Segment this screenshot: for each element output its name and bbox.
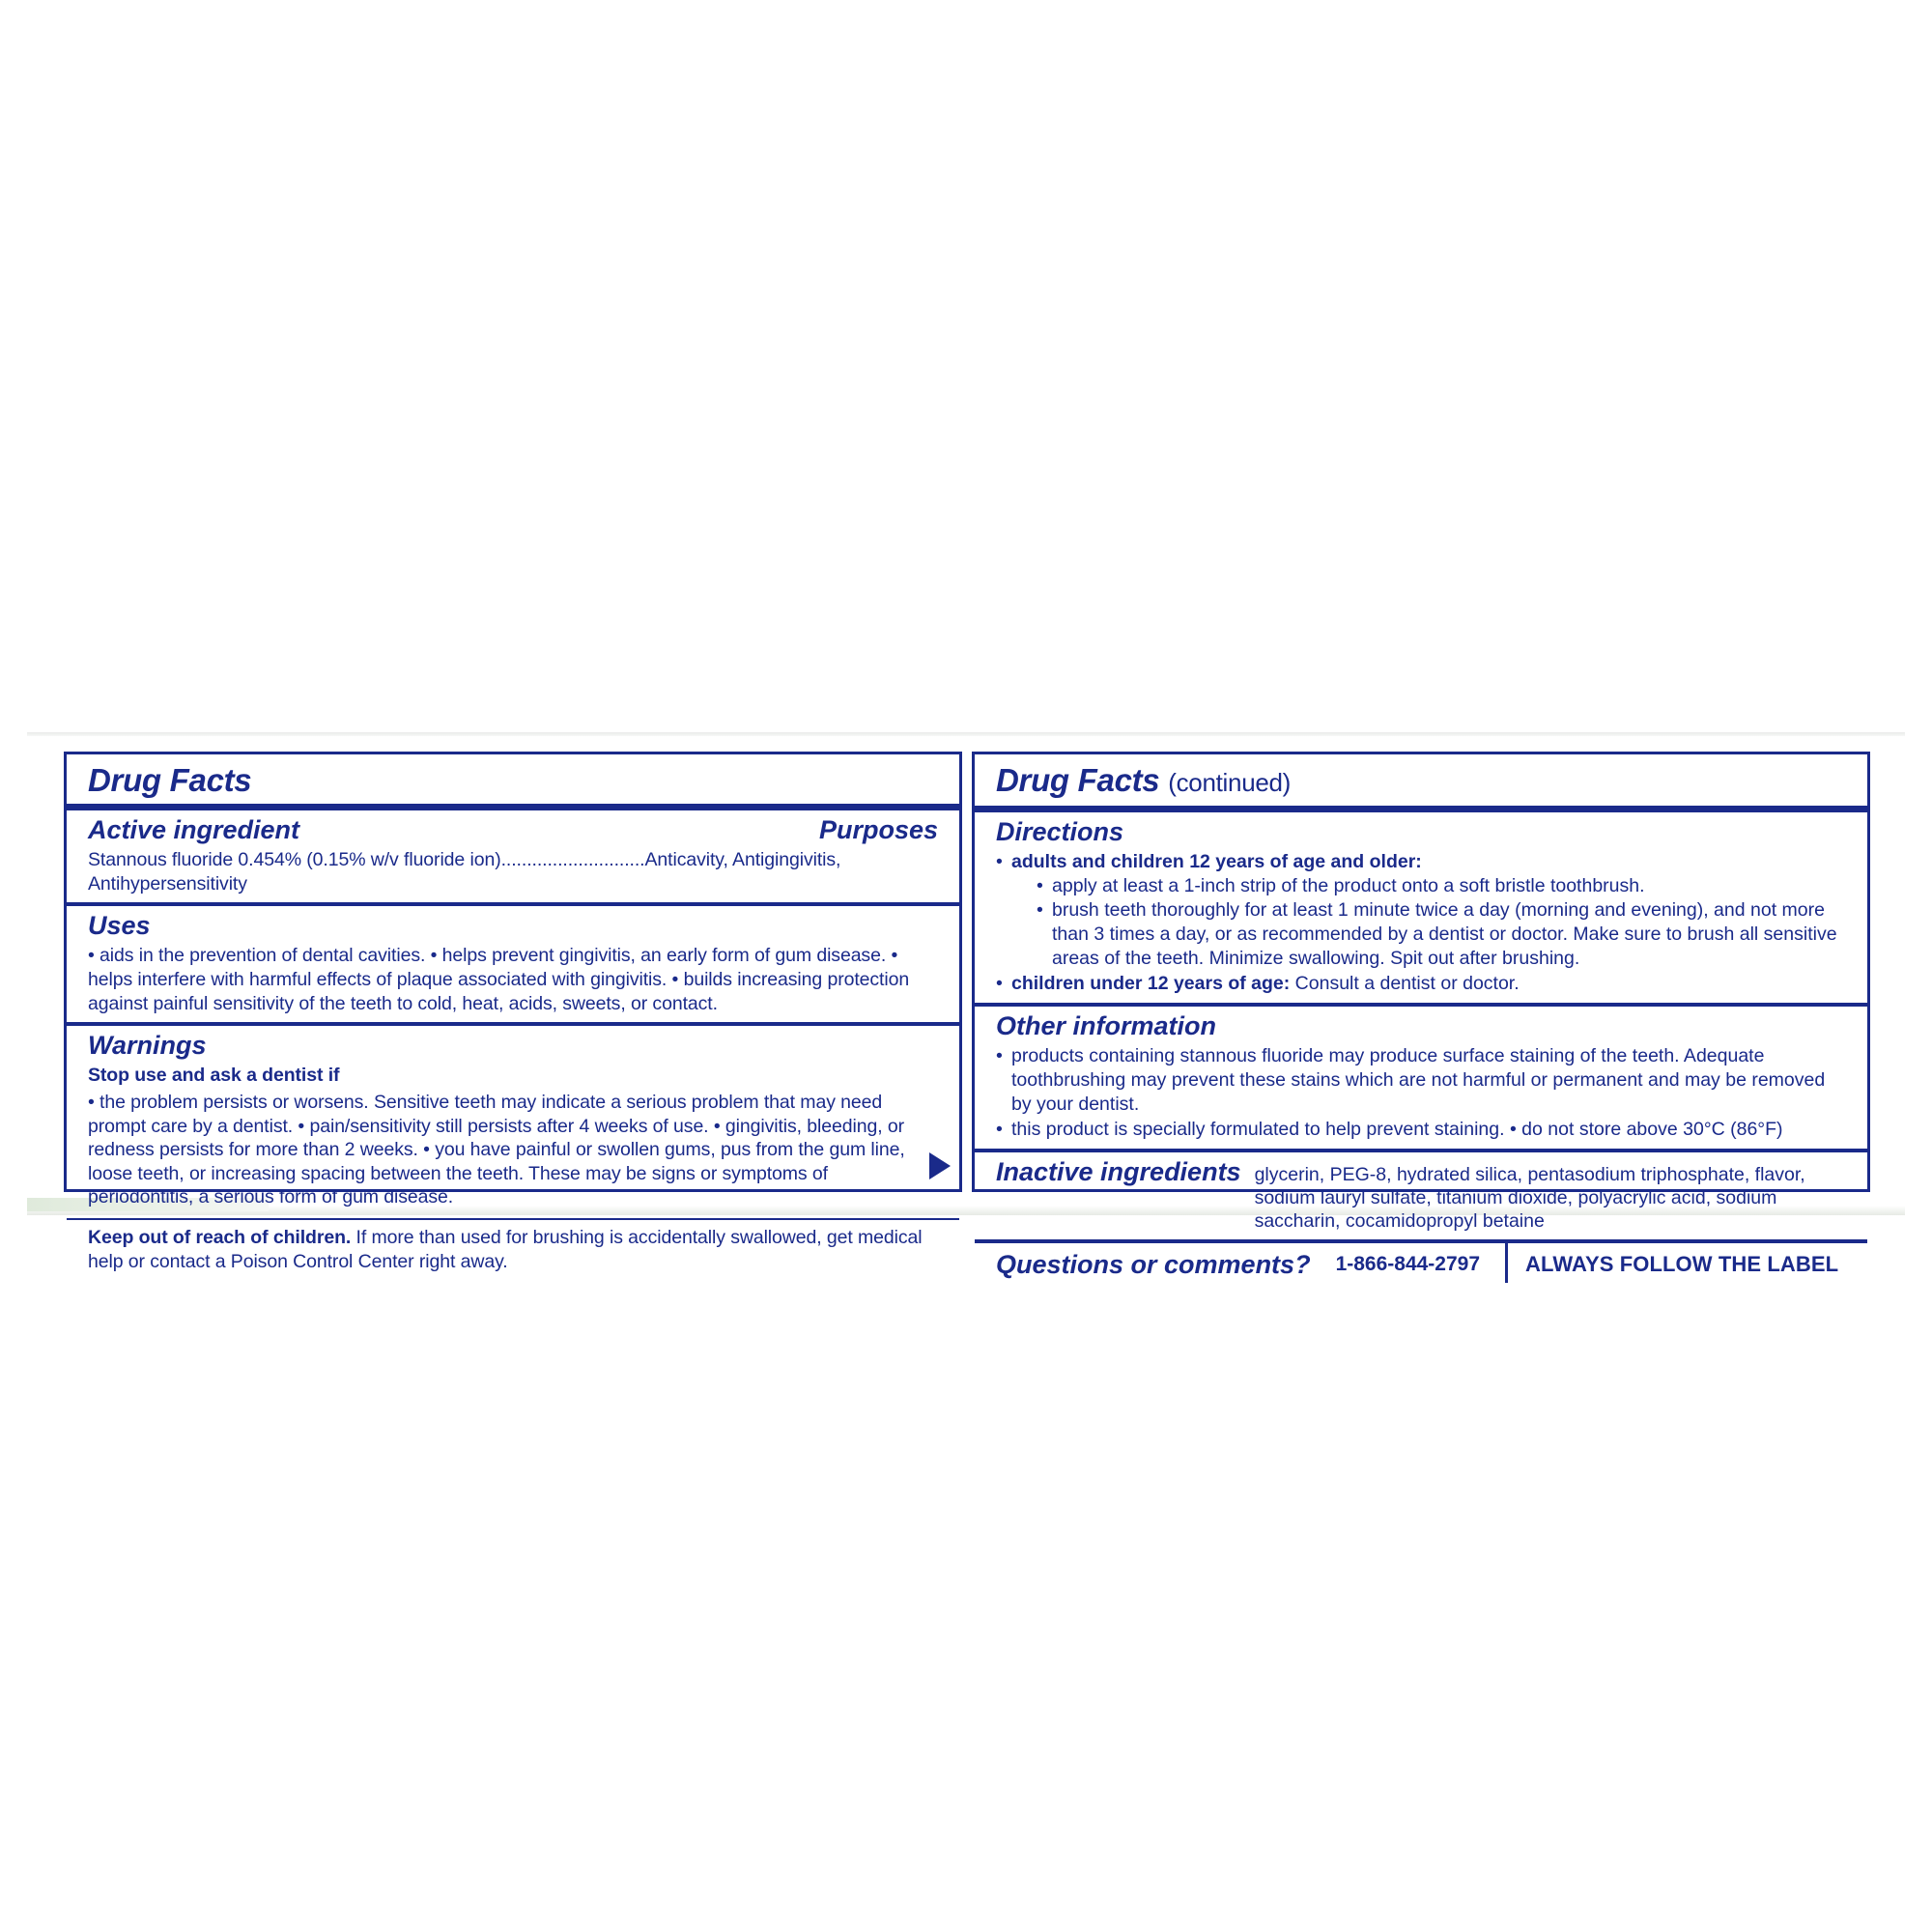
directions-sub-item-1: • apply at least a 1-inch strip of the product onto a soft bristle toothbrush. [1037, 874, 1846, 898]
uses-text: • aids in the prevention of dental cavities. • helps prevent gingivitis, an early form of gum disease. • helps interfere with harmful effects of plaque associated with gingivitis. • builds increasing protection against painful sensitivity of the teeth to cold, heat, acids, sweets, or contact. [88, 945, 910, 1014]
other-information-item-2: • this product is specially formulated to help prevent staining. • do not store above 30°C (86°F) [996, 1118, 1846, 1142]
other-information-item-1: • products containing stannous fluoride may produce surface staining of the teeth. Adequate toothbrushing may prevent these stains which are not harmful or permanent and may be removed by your dentist. [996, 1044, 1846, 1117]
directions-adults-label: adults and children 12 years of age and older: [1011, 851, 1422, 872]
drug-facts-continued-title-main: Drug Facts [996, 762, 1160, 798]
questions-phone-number[interactable]: 1-866-844-2797 [1335, 1253, 1481, 1275]
other-information-heading: Other information [996, 1011, 1216, 1040]
divider-thick-right [975, 806, 1867, 812]
warnings-heading: Warnings [88, 1031, 207, 1060]
directions-sub-item-2: • brush teeth thoroughly for at least 1 minute twice a day (morning and evening), and not more than 3 times a day, or as recommended by a dentist or doctor. Make sure to brush all sensitive areas of the teeth. Minimize swallowing. Spit out after brushing. [1037, 898, 1846, 971]
active-ingredient-heading: Active ingredient [88, 815, 300, 844]
keep-out-of-reach-text: If more than used for brushing is accidentally swallowed, get medical help or contact a Poison Control Center right away. [88, 1226, 923, 1272]
inactive-ingredients-text: glycerin, PEG-8, hydrated silica, pentasodium triphosphate, flavor, sodium lauryl sulfate, titanium dioxide, polyacrylic acid, sodium saccharin, cocamidopropyl betaine [1254, 1164, 1805, 1232]
purposes-heading: Purposes [818, 815, 938, 844]
questions-heading: Questions or comments? [996, 1250, 1311, 1279]
uses-heading: Uses [88, 911, 151, 940]
directions-list [986, 849, 1856, 1003]
directions-children-item [996, 972, 1846, 996]
directions-adults-sublist [1011, 874, 1846, 971]
keep-out-of-reach-paragraph [78, 1220, 948, 1280]
active-ingredient-header-row [78, 810, 948, 847]
directions-children-label: children under 12 years of age: [1011, 973, 1291, 994]
inactive-ingredients-heading: Inactive ingredients [996, 1157, 1241, 1186]
continuation-arrow-icon [929, 1152, 951, 1179]
vertical-divider [1505, 1243, 1508, 1283]
active-ingredient-text: Stannous fluoride 0.454% (0.15% w/v fluoride ion)............................Anticavity, Antigingivitis, Antihypersensitivity [88, 849, 841, 895]
drug-facts-title: Drug Facts [88, 762, 252, 798]
directions-children-text: Consult a dentist or doctor. [1290, 973, 1520, 994]
keep-out-of-reach-bold: Keep out of reach of children. [88, 1226, 352, 1248]
divider-thick [67, 804, 959, 810]
directions-adults-item [996, 850, 1846, 971]
warnings-text: • the problem persists or worsens. Sensitive teeth may indicate a serious problem that may need prompt care by a dentist. • pain/sensitivity still persists after 4 weeks of use. • gingivitis, bleeding, or redness persists for more than 2 weeks. • you have painful or swollen gums, pus from the gum line, loose teeth, or increasing spacing between the teeth. These may be signs or symptoms of periodontitis, a serious form of gum disease. [88, 1092, 905, 1208]
drug-facts-right-column [972, 752, 1870, 1279]
directions-heading: Directions [996, 817, 1124, 846]
stop-use-heading: Stop use and ask a dentist if [88, 1065, 340, 1086]
other-information-list [986, 1043, 1856, 1149]
always-follow-label: ALWAYS FOLLOW THE LABEL [1525, 1252, 1839, 1276]
drug-facts-left-column [64, 752, 962, 1272]
drug-facts-continued-title [986, 754, 1856, 806]
inactive-ingredients-row [986, 1152, 1856, 1233]
drug-facts-continued-label: (continued) [1168, 768, 1292, 797]
questions-row [986, 1243, 1856, 1281]
